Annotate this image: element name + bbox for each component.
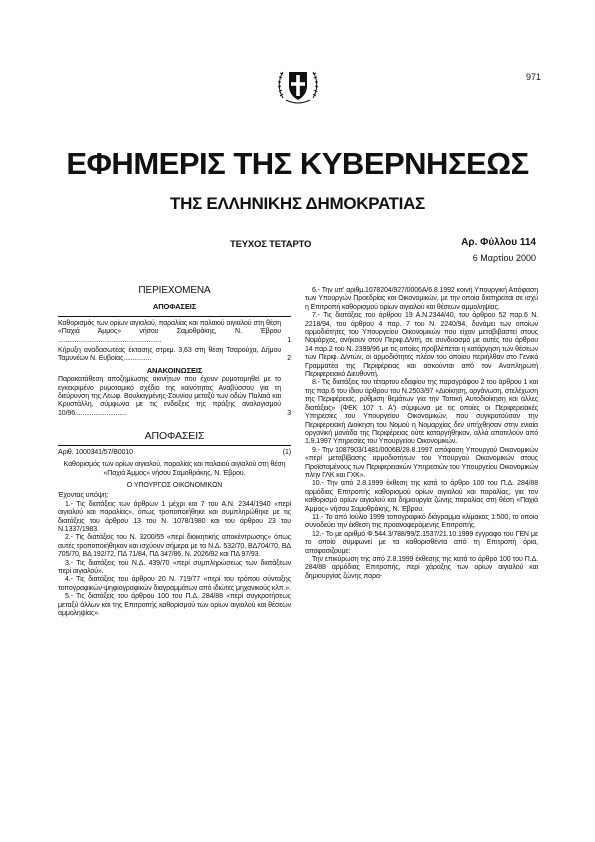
issue-date: 6 Μαρτίου 2000 <box>472 253 536 263</box>
toc-entry <box>58 347 291 364</box>
toc-entry <box>58 376 291 418</box>
left-column <box>58 287 291 618</box>
toc-title: ΠΕΡΙΕΧΟΜΕΝΑ <box>138 285 211 296</box>
paragraph: 9.- Την 1087903/1481/0006Β/28.8.1997 απόφαση Υπουργού Οικονομικών «περί μεταβίβασης αρμοδιοτήτων του Υπουργού Οικονομικών στους Προϊσταμένους των Περιφερειακών Υπηρεσιών του Υπουργείου Οικονομικών πλην ΓΛΚ και ΓΧΚ». <box>305 446 538 479</box>
paragraph: 2.- Τις διατάξεις του Ν. 3200/55 «περί διοικητικής αποκέντρωσης» όπως αυτές τροποποιήθηκαν και ισχύουν σήμερα με τα Ν.Δ. 532/70, ΒΔ704/70, ΒΔ 705/70, ΒΔ 192/72, ΠΔ 71/84, ΠΔ 347/86, Ν. 2026/92 και ΠΔ 97/93. <box>58 534 291 559</box>
decision-id-line <box>58 449 291 457</box>
paragraph: 11.- Το από Ιούλιο 1999 τοπογραφικό διάγραμμα κλίμακας 1:500, το οποίο συνοδεύει την έκθεση της προαναφερόμενης Επιτροπής. <box>305 513 538 530</box>
divider <box>58 445 291 446</box>
paragraph: 8.- Τις διατάξεις του τέταρτου εδαφίου της παραγράφου 2 του άρθρου 1 και της παρ.6 του ίδιου άρθρου του Ν.2503/97 «Διοίκηση, οργάνωση, στελέχωση της Περιφέρειας, ρύθμιση θεμάτων για την Τοπική Αυτοδιοίκηση και άλλες διατάξεις» (ΦΕΚ 107 τ. Α') σύμφωνα με τις οποίες οι Περιφερειακές Υπηρεσίες του Υπουργείου Οικονομικών, που συγκροτούσαν την Περιφερειακή Διοίκηση του Νομού η Νομαρχίας δεν υπήχθησαν στην ενιαία οργανική μονάδα της Περιφέρειας ούτε καταργήθηκαν, αλλά αποτελούν από 1.9.1997 Υπηρεσίες του Υπουργείου Οικονομικών. <box>305 379 538 446</box>
considering-line: Έχοντας υπόψη: <box>58 492 109 500</box>
minister-heading: Ο ΥΠΟΥΡΓΟΣ ΟΙΚΟΝΟΜΙΚΩΝ <box>126 481 223 489</box>
page-number: 971 <box>525 72 541 82</box>
paragraph: Την επικύρωση της από 2.8.1999 έκθεσης της κατά το άρθρο 100 του Π.Δ. 284/88 αρμόδιας Επιτροπής, περί χάραξης των ορίων αιγιαλού και δημιουργίας ζώνης παρα- <box>305 556 538 580</box>
toc-decisions-heading: ΑΠΟΦΑΣΕΙΣ <box>152 302 197 312</box>
paragraph: 4.- Τις διατάξεις του άρθρου 20 Ν. 719/77 «περί του τρόπου σύνταξης τοπογραφικών-ψηφιογραφικών διαγραμμάτων από ιδιώτες μηχανικούς κλπ.». <box>58 576 291 592</box>
decision-number: Αριθ. 1000341/57/Β0010 <box>58 448 133 456</box>
toc-entry-page: 2 <box>287 355 291 363</box>
paragraph: 7.- Τις διατάξεις του άρθρου 19 Α.Ν.2344/40, του άρθρου 52 παρ.6 Ν. 2218/94, του άρθρου 4 παρ. 7 του Ν. 2240/94, δυνάμει των οποίων αρμοδιότητες του Υπουργείου Οικονομικών που είχαν μεταβιβαστεί στους Νομάρχες, ανήκουν στον Περιφ.Δ/ντή, σε συνδυασμό με αυτές του άρθρου 14 παρ.2 του Ν. 2399/96 με τις οποίες προβλέπεται η κατάργηση των θέσεων των Περιφ. Δ/ντών, οι αρμοδιότητες πλέον του οποίου περιήλθαν στο Γενικό Γραμματέα της Περιφέρειας και ασκούνται από τον Αναπληρωτή Περιφερειακό Διευθυντή. <box>305 312 538 379</box>
decision-ref: (1) <box>282 448 291 456</box>
paragraph: 6.- Την υπ' αριθμ.1078204/927/0006Α/6.8.1992 κοινή Υπουργική Απόφαση των Υπουργών Προεδρίας και Οικονομικών, με την οποία διατηρείται σε ισχύ η Επιτροπή καθορισμού ορίων αιγιαλού και θέσεων αμμοληψίας. <box>305 287 538 311</box>
gazette-title: ΕΦΗΜΕΡΙΣ ΤΗΣ ΚΥΒΕΡΝΗΣΕΩΣ <box>66 146 529 181</box>
coat-of-arms-icon <box>274 62 322 110</box>
toc-entry-page: 1 <box>287 336 291 344</box>
issue-sheet-number: Αρ. Φύλλου 114 <box>461 237 536 248</box>
paragraph: 3.- Τις διατάξεις του Ν.Δ. 439/70 «περί συμπληρώσεως των διατάξεων περί αιγιαλού». <box>58 559 291 575</box>
section-heading: ΑΠΟΦΑΣΕΙΣ <box>144 430 205 443</box>
paragraph: 5.- Τις διατάξεις του άρθρου 100 του Π.Δ. 284/88 «περί συγκροτήσεως μεταξύ άλλων και της Επιτροπής καθορισμού των ορίων αιγιαλού και θέσεων αμμοληψίας». <box>58 593 291 617</box>
divider <box>58 316 291 317</box>
toc-entry-page: 3 <box>287 409 291 417</box>
toc-entry-text: Κήρυξη αναδασωτέας έκτασης στρεμ. 3,63 στη θέση Τσαρούχα, Δήμου Ταμυνέων Ν. Ευβοίας............... <box>58 347 281 363</box>
toc-entry <box>58 320 291 345</box>
paragraph: 12.- Το με αριθμό Φ.544.3/788/99/Σ.1537/21.10.1999 έγγραφο του ΓΕΝ με το οποίο συμφωνεί με τα καθορισθέντα από τη Επιτροπή όρια, αποφασίζουμε: <box>305 530 538 555</box>
gazette-subtitle: ΤΗΣ ΕΛΛΗΝΙΚΗΣ ΔΗΜΟΚΡΑΤΙΑΣ <box>170 194 425 213</box>
decision-title: Καθορισμός των ορίων αιγιαλού, παραλίας και παλαιού αιγιαλού στη θέση «Παχιά Άμμος» νήσου Σαμοθράκης, Ν. Έβρου. <box>63 461 286 477</box>
paragraph: 1.- Τις διατάξεις των άρθρων 1 μέχρι και 7 του Α.Ν. 2344/1940 «περί αιγιαλού και παραλίας», όπως τροποποιήθηκε και συμπληρώθηκε με τις διατάξεις του άρθρου 13 του Ν. 1078/1980 και του άρθρου 23 του Ν.1337/1983. <box>58 500 291 533</box>
toc-announcements-heading: ΑΝΑΚΟΙΝΩΣΕΙΣ <box>146 365 203 375</box>
right-column <box>305 287 538 581</box>
paragraph: 10.- Την από 2.8.1999 έκθεση της κατά το άρθρο 100 του Π.Δ. 284/88 αρμόδιας Επιτροπής καθορισμού ορίων αιγιαλού και παραλίας, για τον καθορισμό ορίων αιγιαλού και δημιουργία ζώνης παραλίας στη θέση «Παχιά Άμμος» νήσου Σαμοθράκης, Ν. Έβρου. <box>305 480 538 513</box>
issue-volume: ΤΕΥΧΟΣ ΤΕΤΑΡΤΟ <box>230 239 312 250</box>
toc-entry-text: Καθορισμός των ορίων αιγιαλού, παραλίας και παλαιού αιγιαλού στη θέση «Παχιά Άμμος» νήσου Σαμοθράκης, Ν. Έβρου ........................................................ <box>58 319 281 344</box>
toc-entry-text: Παρακατάθεση αποζημίωσης ακινήτων που έχουν ρυμοτομηθεί με το εγκεκριμένο ρυμοτομικό σχέδιο της κοινότητας Αναβύσσου για τη διεύρυνση της Λεωφ. Βουλιαγμένης-Σουνίου μεταξύ των οδών Παλαιά και Κρυστάλλη, σύμφωνα με τις ενδείξεις της πράξης αναλογισμού 10/96............................ <box>58 376 281 417</box>
